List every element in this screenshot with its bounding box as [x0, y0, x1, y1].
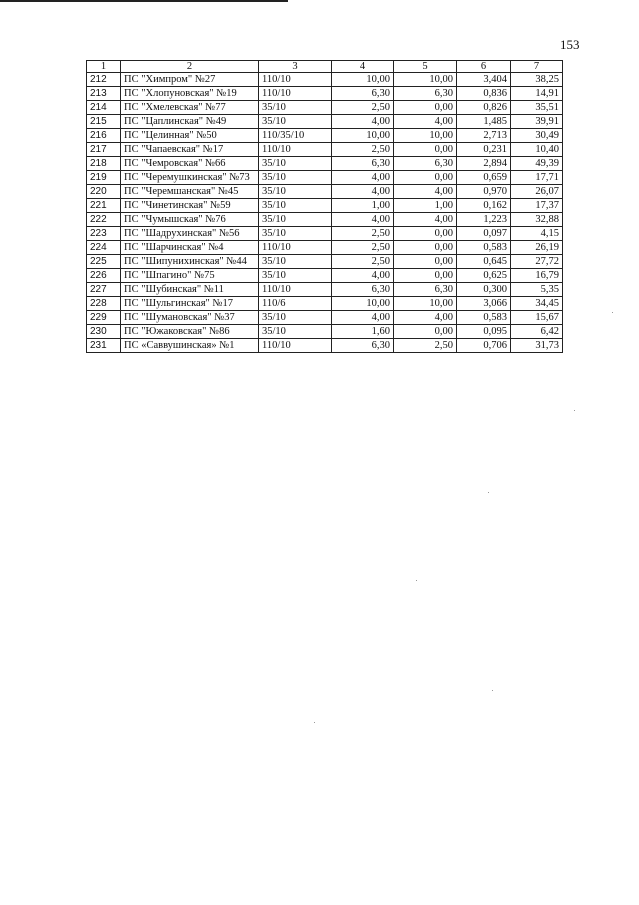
percent-cell: 6,42 — [511, 325, 563, 339]
substation-name-cell: ПС "Южаковская" №86 — [121, 325, 259, 339]
table-row — [87, 185, 563, 199]
percent-cell: 34,45 — [511, 297, 563, 311]
load-cell: 0,300 — [457, 283, 511, 297]
load-cell: 0,097 — [457, 227, 511, 241]
capacity-cell: 6,30 — [332, 157, 394, 171]
table-row — [87, 101, 563, 115]
row-number-cell: 223 — [87, 227, 121, 241]
column-header: 4 — [332, 61, 394, 73]
table-row — [87, 213, 563, 227]
percent-cell: 49,39 — [511, 157, 563, 171]
column-header: 5 — [394, 61, 457, 73]
substation-name-cell: ПС "Чумышская" №76 — [121, 213, 259, 227]
load-cell: 0,162 — [457, 199, 511, 213]
substation-name-cell: ПС "Черемушкинская" №73 — [121, 171, 259, 185]
voltage-cell: 110/10 — [259, 241, 332, 255]
capacity-cell: 4,00 — [332, 213, 394, 227]
voltage-cell: 110/10 — [259, 283, 332, 297]
capacity-cell: 0,00 — [394, 241, 457, 255]
percent-cell: 26,07 — [511, 185, 563, 199]
load-cell: 0,583 — [457, 241, 511, 255]
load-cell: 1,223 — [457, 213, 511, 227]
row-number-cell: 221 — [87, 199, 121, 213]
row-number-cell: 214 — [87, 101, 121, 115]
substation-table-container — [86, 60, 562, 353]
table-row — [87, 87, 563, 101]
capacity-cell: 0,00 — [394, 143, 457, 157]
load-cell: 0,625 — [457, 269, 511, 283]
capacity-cell: 10,00 — [332, 73, 394, 87]
substation-name-cell: ПС "Хлопуновская" №19 — [121, 87, 259, 101]
percent-cell: 10,40 — [511, 143, 563, 157]
capacity-cell: 4,00 — [332, 115, 394, 129]
row-number-cell: 227 — [87, 283, 121, 297]
capacity-cell: 2,50 — [332, 143, 394, 157]
substation-name-cell: ПС "Шумановская" №37 — [121, 311, 259, 325]
capacity-cell: 2,50 — [332, 101, 394, 115]
load-cell: 0,970 — [457, 185, 511, 199]
load-cell: 0,231 — [457, 143, 511, 157]
page-number: 153 — [560, 37, 580, 52]
percent-cell: 30,49 — [511, 129, 563, 143]
capacity-cell: 4,00 — [332, 171, 394, 185]
load-cell: 0,826 — [457, 101, 511, 115]
substation-name-cell: ПС «Саввушинская» №1 — [121, 339, 259, 353]
table-body — [87, 73, 563, 353]
voltage-cell: 35/10 — [259, 255, 332, 269]
capacity-cell: 0,00 — [394, 325, 457, 339]
load-cell: 0,583 — [457, 311, 511, 325]
voltage-cell: 110/10 — [259, 73, 332, 87]
row-number-cell: 231 — [87, 339, 121, 353]
table-row — [87, 255, 563, 269]
substation-name-cell: ПС "Химпром" №27 — [121, 73, 259, 87]
load-cell: 2,713 — [457, 129, 511, 143]
capacity-cell: 6,30 — [394, 87, 457, 101]
substation-name-cell: ПС "Чапаевская" №17 — [121, 143, 259, 157]
row-number-cell: 220 — [87, 185, 121, 199]
capacity-cell: 10,00 — [332, 129, 394, 143]
capacity-cell: 2,50 — [332, 255, 394, 269]
capacity-cell: 10,00 — [394, 129, 457, 143]
voltage-cell: 110/10 — [259, 87, 332, 101]
capacity-cell: 4,00 — [332, 185, 394, 199]
table-row — [87, 325, 563, 339]
table-row — [87, 199, 563, 213]
voltage-cell: 35/10 — [259, 269, 332, 283]
voltage-cell: 35/10 — [259, 325, 332, 339]
capacity-cell: 4,00 — [332, 311, 394, 325]
percent-cell: 27,72 — [511, 255, 563, 269]
capacity-cell: 10,00 — [332, 297, 394, 311]
row-number-cell: 229 — [87, 311, 121, 325]
capacity-cell: 4,00 — [394, 185, 457, 199]
percent-cell: 17,37 — [511, 199, 563, 213]
percent-cell: 17,71 — [511, 171, 563, 185]
table-row — [87, 311, 563, 325]
row-number-cell: 217 — [87, 143, 121, 157]
percent-cell: 15,67 — [511, 311, 563, 325]
row-number-cell: 222 — [87, 213, 121, 227]
table-row — [87, 227, 563, 241]
row-number-cell: 226 — [87, 269, 121, 283]
row-number-cell: 212 — [87, 73, 121, 87]
row-number-cell: 224 — [87, 241, 121, 255]
substation-name-cell: ПС "Шульгинская" №17 — [121, 297, 259, 311]
substation-name-cell: ПС "Шпагино" №75 — [121, 269, 259, 283]
percent-cell: 26,19 — [511, 241, 563, 255]
row-number-cell: 216 — [87, 129, 121, 143]
capacity-cell: 10,00 — [394, 73, 457, 87]
capacity-cell: 4,00 — [332, 269, 394, 283]
substation-name-cell: ПС "Шадрухинская" №56 — [121, 227, 259, 241]
column-header: 1 — [87, 61, 121, 73]
percent-cell: 32,88 — [511, 213, 563, 227]
table-row — [87, 297, 563, 311]
substation-name-cell: ПС "Чемровская" №66 — [121, 157, 259, 171]
column-header: 2 — [121, 61, 259, 73]
percent-cell: 35,51 — [511, 101, 563, 115]
voltage-cell: 35/10 — [259, 157, 332, 171]
substation-name-cell: ПС "Шубинская" №11 — [121, 283, 259, 297]
header-row — [87, 61, 563, 73]
capacity-cell: 2,50 — [332, 241, 394, 255]
substation-name-cell: ПС "Шарчинская" №4 — [121, 241, 259, 255]
row-number-cell: 218 — [87, 157, 121, 171]
percent-cell: 5,35 — [511, 283, 563, 297]
column-header: 3 — [259, 61, 332, 73]
voltage-cell: 35/10 — [259, 311, 332, 325]
load-cell: 0,645 — [457, 255, 511, 269]
capacity-cell: 4,00 — [394, 213, 457, 227]
voltage-cell: 110/35/10 — [259, 129, 332, 143]
substation-name-cell: ПС "Целинная" №50 — [121, 129, 259, 143]
table-row — [87, 171, 563, 185]
table-row — [87, 129, 563, 143]
row-number-cell: 213 — [87, 87, 121, 101]
table-row — [87, 241, 563, 255]
load-cell: 3,066 — [457, 297, 511, 311]
capacity-cell: 4,00 — [394, 115, 457, 129]
percent-cell: 4,15 — [511, 227, 563, 241]
row-number-cell: 225 — [87, 255, 121, 269]
voltage-cell: 110/10 — [259, 339, 332, 353]
voltage-cell: 35/10 — [259, 199, 332, 213]
substation-name-cell: ПС "Черемшанская" №45 — [121, 185, 259, 199]
table-row — [87, 283, 563, 297]
capacity-cell: 0,00 — [394, 171, 457, 185]
load-cell: 1,485 — [457, 115, 511, 129]
capacity-cell: 0,00 — [394, 255, 457, 269]
substation-name-cell: ПС "Хмелевская" №77 — [121, 101, 259, 115]
substation-name-cell: ПС "Чинетинская" №59 — [121, 199, 259, 213]
column-header: 6 — [457, 61, 511, 73]
percent-cell: 16,79 — [511, 269, 563, 283]
voltage-cell: 35/10 — [259, 213, 332, 227]
row-number-cell: 228 — [87, 297, 121, 311]
table-row — [87, 143, 563, 157]
capacity-cell: 6,30 — [332, 283, 394, 297]
table-row — [87, 339, 563, 353]
column-header: 7 — [511, 61, 563, 73]
table-row — [87, 269, 563, 283]
capacity-cell: 10,00 — [394, 297, 457, 311]
substation-name-cell: ПС "Шипунихинская" №44 — [121, 255, 259, 269]
capacity-cell: 6,30 — [394, 157, 457, 171]
capacity-cell: 0,00 — [394, 269, 457, 283]
voltage-cell: 35/10 — [259, 115, 332, 129]
capacity-cell: 1,00 — [394, 199, 457, 213]
capacity-cell: 2,50 — [394, 339, 457, 353]
percent-cell: 31,73 — [511, 339, 563, 353]
voltage-cell: 35/10 — [259, 101, 332, 115]
load-cell: 0,659 — [457, 171, 511, 185]
voltage-cell: 35/10 — [259, 227, 332, 241]
row-number-cell: 219 — [87, 171, 121, 185]
capacity-cell: 6,30 — [332, 87, 394, 101]
substation-table — [86, 60, 563, 353]
load-cell: 2,894 — [457, 157, 511, 171]
load-cell: 0,095 — [457, 325, 511, 339]
top-rule — [0, 0, 288, 2]
capacity-cell: 1,60 — [332, 325, 394, 339]
capacity-cell: 2,50 — [332, 227, 394, 241]
capacity-cell: 0,00 — [394, 101, 457, 115]
load-cell: 0,836 — [457, 87, 511, 101]
substation-name-cell: ПС "Цаплинская" №49 — [121, 115, 259, 129]
voltage-cell: 35/10 — [259, 185, 332, 199]
capacity-cell: 1,00 — [332, 199, 394, 213]
table-row — [87, 115, 563, 129]
load-cell: 0,706 — [457, 339, 511, 353]
percent-cell: 38,25 — [511, 73, 563, 87]
percent-cell: 14,91 — [511, 87, 563, 101]
percent-cell: 39,91 — [511, 115, 563, 129]
table-row — [87, 157, 563, 171]
voltage-cell: 110/6 — [259, 297, 332, 311]
row-number-cell: 230 — [87, 325, 121, 339]
capacity-cell: 6,30 — [394, 283, 457, 297]
voltage-cell: 35/10 — [259, 171, 332, 185]
capacity-cell: 0,00 — [394, 227, 457, 241]
load-cell: 3,404 — [457, 73, 511, 87]
capacity-cell: 6,30 — [332, 339, 394, 353]
voltage-cell: 110/10 — [259, 143, 332, 157]
capacity-cell: 4,00 — [394, 311, 457, 325]
row-number-cell: 215 — [87, 115, 121, 129]
table-row — [87, 73, 563, 87]
